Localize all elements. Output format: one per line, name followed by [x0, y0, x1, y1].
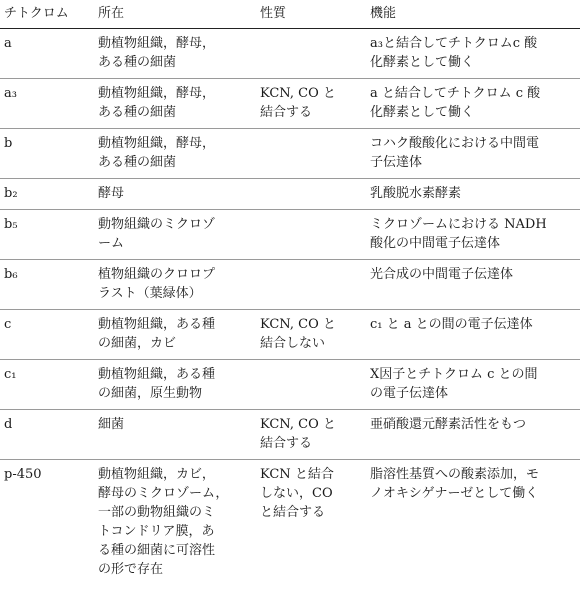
table-row [0, 29, 580, 79]
location-cell: 動植物組織，カビ， 酵母のミクロゾーム， 一部の動物組織のミ トコンドリア膜，あ る種の細菌に可溶性 の形で存在 [98, 467, 229, 577]
location-cell: 動植物組織，酵母， ある種の細菌 [92, 129, 254, 179]
header-function: 機能 [364, 0, 580, 29]
table-row [0, 210, 580, 260]
location-cell: 動植物組織，ある種 の細菌，カビ [92, 310, 254, 360]
location-cell: 細菌 [92, 410, 254, 460]
cytochrome-name: d [0, 410, 92, 460]
location-cell: 動物組織のミクロゾ ーム [92, 210, 254, 260]
table-row [0, 310, 580, 360]
property-cell [254, 210, 364, 260]
function-cell: 光合成の中間電子伝達体 [364, 260, 580, 310]
table-row [0, 460, 580, 586]
location-cell: 動植物組織，ある種 の細菌，原生動物 [92, 360, 254, 410]
function-cell: コハク酸酸化における中間電 子伝達体 [364, 129, 580, 179]
cytochrome-name: b [0, 129, 92, 179]
property-cell [254, 179, 364, 210]
function-cell: X因子とチトクロム c との間 の電子伝達体 [364, 360, 580, 410]
property-cell [254, 29, 364, 79]
cytochrome-name: c [0, 310, 92, 360]
location-cell: 動植物組織，酵母， ある種の細菌 [92, 79, 254, 129]
property-cell: KCN, CO と 結合する [254, 79, 364, 129]
location-cell: 酵母 [92, 179, 254, 210]
table-row [0, 410, 580, 460]
property-cell [254, 129, 364, 179]
cytochrome-name: b₂ [0, 179, 92, 210]
location-cell: 動植物組織，酵母， ある種の細菌 [92, 29, 254, 79]
function-cell: c₁ と a との間の電子伝達体 [364, 310, 580, 360]
function-cell: ミクロゾームにおける NADH 酸化の中間電子伝達体 [364, 210, 580, 260]
table-row [0, 360, 580, 410]
property-cell: KCN, CO と 結合しない [254, 310, 364, 360]
cytochrome-name: a₃ [0, 79, 92, 129]
property-cell [254, 360, 364, 410]
table-row [0, 260, 580, 310]
function-cell: a と結合してチトクロム c 酸 化酵素として働く [364, 79, 580, 129]
table-row [0, 79, 580, 129]
cytochrome-name: b₆ [0, 260, 92, 310]
function-cell: 亜硝酸還元酵素活性をもつ [364, 410, 580, 460]
location-cell: 植物組織のクロロプ ラスト（葉緑体） [92, 260, 254, 310]
property-cell: KCN, CO と 結合する [254, 410, 364, 460]
function-cell: 乳酸脱水素酵素 [364, 179, 580, 210]
property-cell [254, 260, 364, 310]
header-location: 所在 [92, 0, 254, 29]
cytochrome-name: p-450 [4, 467, 42, 482]
table-row [0, 129, 580, 179]
table-row [0, 179, 580, 210]
header-row [0, 0, 580, 29]
cytochrome-name: c₁ [0, 360, 92, 410]
cytochrome-name: b₅ [0, 210, 92, 260]
header-cytochrome: チトクロム [0, 0, 92, 29]
function-cell: 脂溶性基質への酸素添加，モ ノオキシゲナーゼとして働く [370, 467, 540, 501]
function-cell: a₃と結合してチトクロムc 酸 化酵素として働く [364, 29, 580, 79]
header-property: 性質 [254, 0, 364, 29]
property-cell: KCN と結合 しない，CO と結合する [260, 467, 334, 520]
cytochrome-name: a [0, 29, 92, 79]
